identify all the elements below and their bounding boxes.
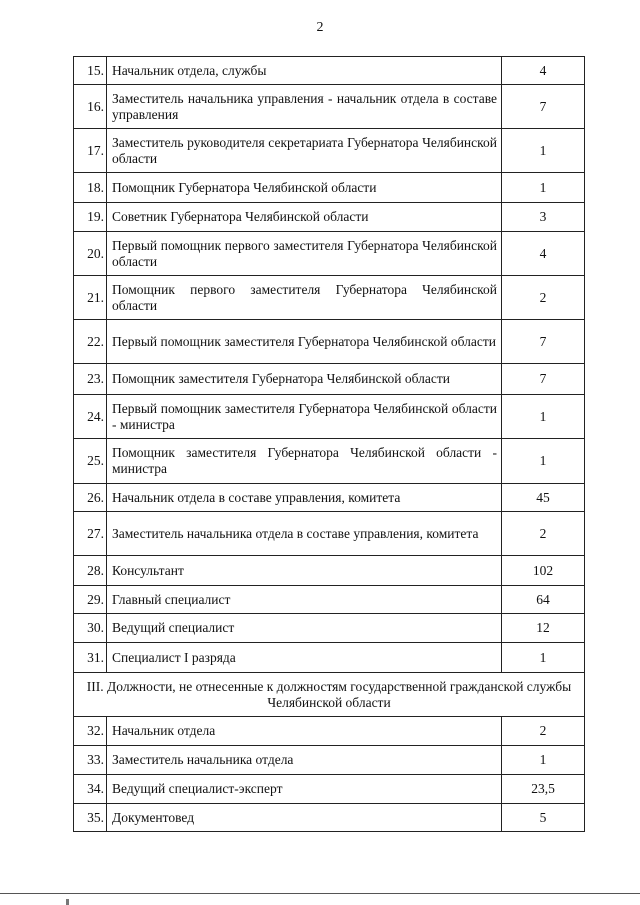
row-number: 18. (74, 173, 107, 203)
table-row (74, 775, 585, 804)
position-title: Специалист I разряда (107, 643, 502, 673)
staff-count: 1 (502, 643, 585, 673)
staff-count: 2 (502, 512, 585, 556)
table-row (74, 556, 585, 586)
staff-count: 45 (502, 484, 585, 512)
table-row (74, 129, 585, 173)
staff-count: 7 (502, 320, 585, 364)
row-number: 30. (74, 614, 107, 643)
staff-count: 7 (502, 85, 585, 129)
bottom-rule (0, 893, 640, 894)
table-row (74, 203, 585, 232)
position-title: Помощник Губернатора Челябинской области (107, 173, 502, 203)
position-title: Начальник отдела в составе управления, комитета (107, 484, 502, 512)
staff-count: 4 (502, 57, 585, 85)
position-title: Заместитель начальника управления - начальник отдела в составе управления (107, 85, 502, 129)
staff-count: 5 (502, 804, 585, 832)
table-row (74, 85, 585, 129)
row-number: 16. (74, 85, 107, 129)
table-row (74, 614, 585, 643)
staffing-table (73, 56, 585, 832)
row-number: 29. (74, 586, 107, 614)
position-title: Ведущий специалист (107, 614, 502, 643)
position-title: Документовед (107, 804, 502, 832)
staff-count: 23,5 (502, 775, 585, 804)
position-title: Помощник первого заместителя Губернатора Челябинской области (107, 276, 502, 320)
staff-count: 3 (502, 203, 585, 232)
table-row (74, 586, 585, 614)
table-row (74, 320, 585, 364)
row-number: 28. (74, 556, 107, 586)
table-row (74, 717, 585, 746)
scan-mark (66, 899, 69, 905)
row-number: 19. (74, 203, 107, 232)
row-number: 31. (74, 643, 107, 673)
position-title: Заместитель начальника отдела в составе управления, комитета (107, 512, 502, 556)
row-number: 32. (74, 717, 107, 746)
row-number: 26. (74, 484, 107, 512)
row-number: 35. (74, 804, 107, 832)
staff-count: 2 (502, 276, 585, 320)
position-title: Первый помощник заместителя Губернатора Челябинской области (107, 320, 502, 364)
row-number: 27. (74, 512, 107, 556)
staff-count: 64 (502, 586, 585, 614)
table-row (74, 364, 585, 395)
table-row (74, 804, 585, 832)
table-row (74, 232, 585, 276)
table-row (74, 746, 585, 775)
row-number: 23. (74, 364, 107, 395)
position-title: Первый помощник заместителя Губернатора Челябинской области - министра (107, 395, 502, 439)
staff-count: 1 (502, 395, 585, 439)
row-number: 21. (74, 276, 107, 320)
section-heading: III. Должности, не отнесенные к должностям государственной гражданской службы Челябинской области (74, 673, 585, 717)
staff-count: 1 (502, 129, 585, 173)
staff-count: 102 (502, 556, 585, 586)
position-title: Главный специалист (107, 586, 502, 614)
staff-count: 2 (502, 717, 585, 746)
row-number: 20. (74, 232, 107, 276)
row-number: 22. (74, 320, 107, 364)
table-body (74, 57, 585, 832)
position-title: Ведущий специалист-эксперт (107, 775, 502, 804)
row-number: 33. (74, 746, 107, 775)
row-number: 34. (74, 775, 107, 804)
position-title: Первый помощник первого заместителя Губернатора Челябинской области (107, 232, 502, 276)
row-number: 17. (74, 129, 107, 173)
table-row (74, 276, 585, 320)
position-title: Помощник заместителя Губернатора Челябинской области (107, 364, 502, 395)
table-row (74, 57, 585, 85)
position-title: Консультант (107, 556, 502, 586)
table-row (74, 173, 585, 203)
staff-count: 1 (502, 173, 585, 203)
position-title: Помощник заместителя Губернатора Челябинской области - министра (107, 439, 502, 484)
position-title: Начальник отдела (107, 717, 502, 746)
table-row (74, 439, 585, 484)
table-row (74, 395, 585, 439)
row-number: 15. (74, 57, 107, 85)
table-row (74, 643, 585, 673)
page-number: 2 (316, 20, 324, 35)
row-number: 25. (74, 439, 107, 484)
staff-count: 1 (502, 746, 585, 775)
position-title: Начальник отдела, службы (107, 57, 502, 85)
position-title: Заместитель руководителя секретариата Губернатора Челябинской области (107, 129, 502, 173)
table-row (74, 512, 585, 556)
section-heading-row (74, 673, 585, 717)
staff-count: 12 (502, 614, 585, 643)
staff-count: 4 (502, 232, 585, 276)
table-row (74, 484, 585, 512)
position-title: Советник Губернатора Челябинской области (107, 203, 502, 232)
row-number: 24. (74, 395, 107, 439)
staff-count: 7 (502, 364, 585, 395)
staff-count: 1 (502, 439, 585, 484)
position-title: Заместитель начальника отдела (107, 746, 502, 775)
